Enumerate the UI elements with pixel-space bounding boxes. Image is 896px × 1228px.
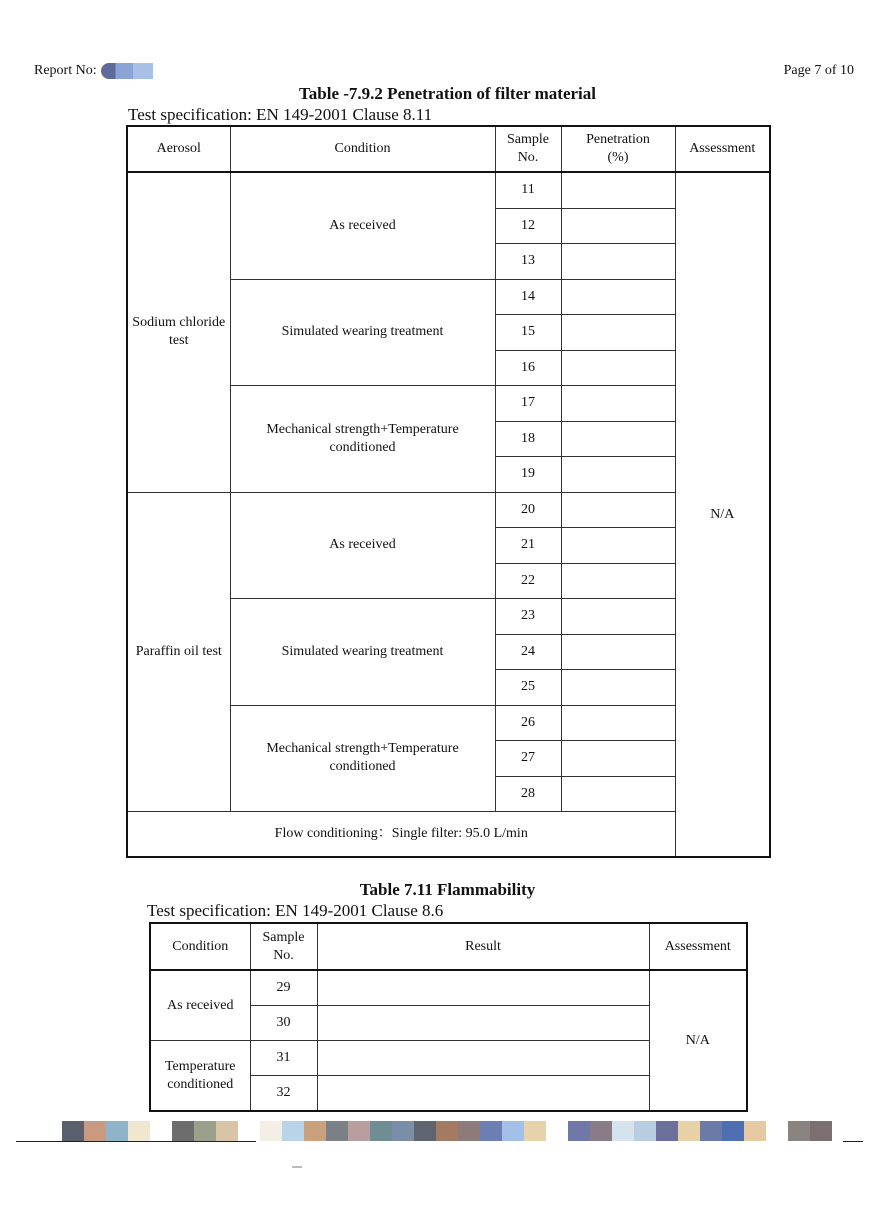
redaction-block — [458, 1121, 480, 1141]
redaction-block — [370, 1121, 392, 1141]
condition-cell: As received — [150, 970, 250, 1041]
redaction-block — [678, 1121, 700, 1141]
sample-cell: 29 — [250, 970, 317, 1006]
penetration-cell — [561, 492, 675, 528]
redaction-block — [84, 1121, 106, 1141]
redaction-block — [304, 1121, 326, 1141]
redaction-block — [722, 1121, 744, 1141]
flow-conditioning: Flow conditioning：Single filter: 95.0 L/min — [127, 812, 675, 858]
aerosol-paraffin-oil: Paraffin oil test — [127, 492, 230, 812]
penetration-cell — [561, 386, 675, 422]
redaction-block — [590, 1121, 612, 1141]
redaction-block — [172, 1121, 194, 1141]
redaction-block — [810, 1121, 832, 1141]
penetration-cell — [561, 172, 675, 208]
report-number-label: Report No: — [34, 63, 97, 79]
footer-rule-left — [16, 1141, 256, 1142]
penetration-cell — [561, 741, 675, 777]
condition-cell: As received — [230, 492, 495, 599]
page-number: Page 7 of 10 — [783, 63, 854, 78]
redaction-block — [634, 1121, 656, 1141]
report-number — [34, 63, 153, 79]
table1-title: Table -7.9.2 Penetration of filter material — [299, 84, 596, 103]
result-cell — [317, 1041, 649, 1076]
header-sample-line1: Sample — [507, 132, 549, 147]
penetration-cell — [561, 528, 675, 564]
penetration-cell — [561, 208, 675, 244]
header-sample-line1: Sample — [262, 929, 305, 945]
sample-cell: 22 — [495, 563, 561, 599]
aerosol-sodium-chloride: Sodium chloride test — [127, 172, 230, 492]
sample-cell: 28 — [495, 776, 561, 812]
table2-spec: Test specification: EN 149-2001 Clause 8.6 — [147, 901, 444, 920]
header-condition: Condition — [230, 126, 495, 172]
condition-cell: Simulated wearing treatment — [230, 599, 495, 706]
redacted-footer — [62, 1121, 832, 1141]
redacted-report-number — [101, 63, 153, 79]
sample-cell: 32 — [250, 1076, 317, 1112]
sample-cell: 20 — [495, 492, 561, 528]
redaction-block — [150, 1121, 172, 1141]
table2-title: Table 7.11 Flammability — [359, 880, 536, 899]
sample-cell: 16 — [495, 350, 561, 386]
table-header-row — [127, 126, 770, 172]
redaction-block — [414, 1121, 436, 1141]
header-penetration-line1: Penetration — [586, 132, 650, 147]
sample-cell: 26 — [495, 705, 561, 741]
sample-cell: 30 — [250, 1006, 317, 1041]
sample-cell: 17 — [495, 386, 561, 422]
penetration-cell — [561, 315, 675, 351]
sample-cell: 31 — [250, 1041, 317, 1076]
redaction-block — [238, 1121, 260, 1141]
redaction-block — [546, 1121, 568, 1141]
redaction-block — [392, 1121, 414, 1141]
penetration-cell — [561, 634, 675, 670]
header-sample-no — [250, 923, 317, 970]
result-cell — [317, 1076, 649, 1112]
redaction-block — [62, 1121, 84, 1141]
sample-cell: 11 — [495, 172, 561, 208]
table-header-row — [150, 923, 747, 970]
redaction-block — [260, 1121, 282, 1141]
penetration-cell — [561, 457, 675, 493]
redaction-block — [502, 1121, 524, 1141]
redaction-block — [282, 1121, 304, 1141]
penetration-cell — [561, 350, 675, 386]
header-penetration-line2: (%) — [607, 150, 629, 165]
sample-cell: 19 — [495, 457, 561, 493]
sample-cell: 21 — [495, 528, 561, 564]
condition-cell: Simulated wearing treatment — [230, 279, 495, 386]
condition-cell: Mechanical strength+Temperature conditioned — [230, 386, 495, 493]
sample-cell: 15 — [495, 315, 561, 351]
penetration-cell — [561, 670, 675, 706]
assessment-cell: N/A — [675, 172, 770, 857]
condition-cell: As received — [230, 172, 495, 279]
table1-spec: Test specification: EN 149-2001 Clause 8.11 — [128, 105, 433, 124]
penetration-cell — [561, 279, 675, 315]
condition-cell: Temperature conditioned — [150, 1041, 250, 1112]
header-result: Result — [317, 923, 649, 970]
header-penetration — [561, 126, 675, 172]
penetration-cell — [561, 421, 675, 457]
penetration-cell — [561, 705, 675, 741]
sample-cell: 23 — [495, 599, 561, 635]
redaction-block — [766, 1121, 788, 1141]
header-assessment: Assessment — [675, 126, 770, 172]
redaction-block — [216, 1121, 238, 1141]
sample-cell: 13 — [495, 244, 561, 280]
redaction-block — [326, 1121, 348, 1141]
penetration-cell — [561, 244, 675, 280]
table-row — [127, 492, 770, 528]
sample-cell: 27 — [495, 741, 561, 777]
sample-cell: 18 — [495, 421, 561, 457]
table-row — [127, 172, 770, 208]
redaction-block — [744, 1121, 766, 1141]
footer-rule-right — [843, 1141, 863, 1142]
sample-cell: 14 — [495, 279, 561, 315]
header-condition: Condition — [150, 923, 250, 970]
flow-conditioning-row — [127, 812, 770, 858]
redaction-block — [128, 1121, 150, 1141]
penetration-cell — [561, 563, 675, 599]
redaction-block — [612, 1121, 634, 1141]
sample-cell: 12 — [495, 208, 561, 244]
result-cell — [317, 1006, 649, 1041]
assessment-cell: N/A — [649, 970, 747, 1111]
footer-mark — [292, 1166, 302, 1168]
redaction-block — [568, 1121, 590, 1141]
redaction-block — [348, 1121, 370, 1141]
result-cell — [317, 970, 649, 1006]
header-aerosol: Aerosol — [127, 126, 230, 172]
redaction-block — [194, 1121, 216, 1141]
flammability-table — [149, 922, 748, 1112]
sample-cell: 25 — [495, 670, 561, 706]
redaction-block — [656, 1121, 678, 1141]
sample-cell: 24 — [495, 634, 561, 670]
header-sample-line2: No. — [273, 947, 294, 963]
redaction-block — [788, 1121, 810, 1141]
penetration-cell — [561, 599, 675, 635]
header-sample-line2: No. — [517, 150, 539, 165]
redaction-block — [106, 1121, 128, 1141]
redaction-block — [436, 1121, 458, 1141]
header-sample-no — [495, 126, 561, 172]
redaction-block — [700, 1121, 722, 1141]
condition-cell: Mechanical strength+Temperature conditioned — [230, 705, 495, 812]
redaction-block — [524, 1121, 546, 1141]
penetration-cell — [561, 776, 675, 812]
table-row — [150, 970, 747, 1006]
redaction-block — [480, 1121, 502, 1141]
penetration-table — [126, 125, 771, 858]
header-assessment: Assessment — [649, 923, 747, 970]
